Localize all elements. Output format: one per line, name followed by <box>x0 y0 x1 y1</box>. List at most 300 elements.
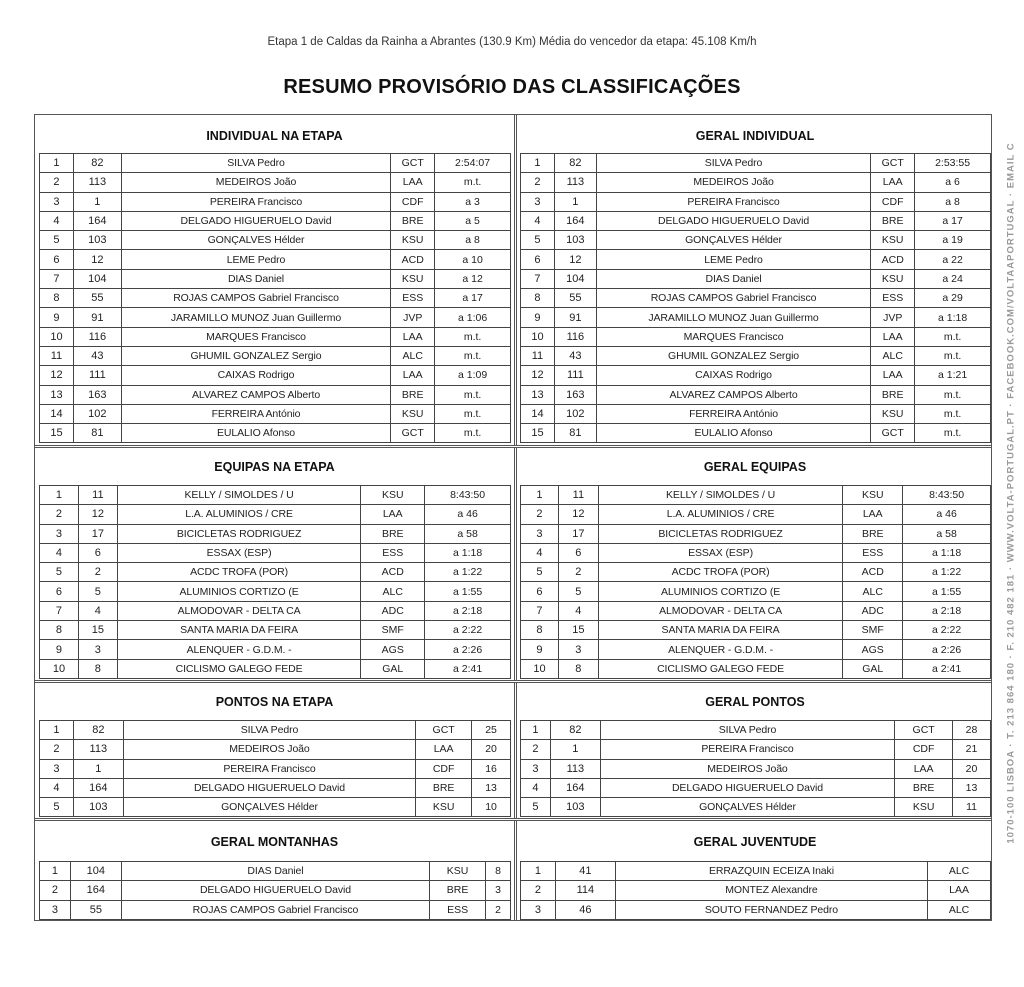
table-row <box>521 346 991 365</box>
rider-name-cell: CICLISMO GALEGO FEDE <box>117 659 361 678</box>
bib-number-cell: 1 <box>554 192 596 211</box>
position-cell: 4 <box>521 778 551 797</box>
rider-name-cell: ALMODOVAR - DELTA CA <box>117 601 361 620</box>
table-row <box>40 640 511 659</box>
table-row <box>521 505 991 524</box>
rider-name-cell: DELGADO HIGUERUELO David <box>121 881 429 900</box>
table-row <box>40 524 511 543</box>
result-cell: a 8 <box>435 231 511 250</box>
position-cell: 3 <box>40 900 71 919</box>
team-code-cell: BRE <box>871 385 915 404</box>
table-row <box>40 505 511 524</box>
bib-number-cell: 164 <box>70 881 121 900</box>
result-cell: a 1:18 <box>915 308 991 327</box>
table-row <box>40 543 511 562</box>
team-code-cell: LAA <box>391 327 435 346</box>
position-cell: 2 <box>521 881 556 900</box>
rider-name-cell: ROJAS CAMPOS Gabriel Francisco <box>596 289 870 308</box>
bib-number-cell: 111 <box>554 366 596 385</box>
team-code-cell: CDF <box>391 192 435 211</box>
position-cell: 8 <box>40 621 79 640</box>
table-row <box>521 211 991 230</box>
table-row <box>521 231 991 250</box>
team-code-cell: ESS <box>391 289 435 308</box>
position-cell: 3 <box>40 524 79 543</box>
position-cell: 6 <box>40 250 74 269</box>
table-row <box>40 778 511 797</box>
rider-name-cell: JARAMILLO MUNOZ Juan Guillermo <box>121 308 390 327</box>
stage-info: Etapa 1 de Caldas da Rainha a Abrantes (130.9 Km) Média do vencedor da etapa: 45.108 Km/h <box>267 36 757 48</box>
team-code-cell: KSU <box>361 486 425 505</box>
position-cell: 4 <box>40 543 79 562</box>
rider-name-cell: ALUMINIOS CORTIZO (E <box>117 582 361 601</box>
position-cell: 6 <box>521 250 555 269</box>
rider-name-cell: SANTA MARIA DA FEIRA <box>117 621 361 640</box>
bib-number-cell: 82 <box>550 721 600 740</box>
team-code-cell: SMF <box>361 621 425 640</box>
result-cell: a 2:26 <box>903 640 991 659</box>
rider-name-cell: ALUMINIOS CORTIZO (E <box>598 582 843 601</box>
classifications-frame <box>34 114 992 921</box>
result-cell: a 1:18 <box>903 543 991 562</box>
position-cell: 5 <box>521 231 555 250</box>
result-cell: m.t. <box>435 404 511 423</box>
bib-number-cell: 113 <box>73 740 123 759</box>
section-title: GERAL MONTANHAS <box>210 835 339 849</box>
position-cell: 11 <box>40 346 74 365</box>
bib-number-cell: 6 <box>78 543 117 562</box>
team-code-cell: GCT <box>391 154 435 173</box>
team-code-cell: LAA <box>928 881 991 900</box>
position-cell: 14 <box>521 404 555 423</box>
position-cell: 5 <box>521 563 559 582</box>
rider-name-cell: SILVA Pedro <box>123 721 415 740</box>
section-title: GERAL EQUIPAS <box>703 460 807 474</box>
team-code-cell: ALC <box>928 900 991 919</box>
rider-name-cell: BICICLETAS RODRIGUEZ <box>117 524 361 543</box>
team-code-cell: ALC <box>843 582 903 601</box>
table-row <box>40 740 511 759</box>
table-row <box>40 900 511 919</box>
section-geral-montanhas <box>35 821 514 921</box>
result-cell: a 1:06 <box>435 308 511 327</box>
bib-number-cell: 2 <box>558 563 598 582</box>
team-code-cell: CDF <box>416 759 472 778</box>
table-row <box>521 173 991 192</box>
table-row <box>521 424 991 443</box>
position-cell: 9 <box>521 640 559 659</box>
team-code-cell: ADC <box>843 601 903 620</box>
rider-name-cell: ERRAZQUIN ECEIZA Inaki <box>615 862 927 881</box>
team-code-cell: BRE <box>361 524 425 543</box>
bib-number-cell: 1 <box>73 192 121 211</box>
result-cell: a 46 <box>903 505 991 524</box>
bib-number-cell: 12 <box>554 250 596 269</box>
position-cell: 13 <box>521 385 555 404</box>
result-cell: a 1:55 <box>425 582 511 601</box>
team-code-cell: CDF <box>895 740 953 759</box>
table-row <box>521 192 991 211</box>
result-cell: a 1:22 <box>903 563 991 582</box>
table-row <box>40 289 511 308</box>
team-code-cell: LAA <box>391 366 435 385</box>
team-code-cell: LAA <box>843 505 903 524</box>
rider-name-cell: ALENQUER - G.D.M. - <box>598 640 843 659</box>
team-code-cell: ALC <box>361 582 425 601</box>
section-title: EQUIPAS NA ETAPA <box>214 460 335 474</box>
table-row <box>40 250 511 269</box>
result-cell: m.t. <box>915 346 991 365</box>
bib-number-cell: 103 <box>73 231 121 250</box>
team-code-cell: KSU <box>391 269 435 288</box>
table-row <box>521 881 991 900</box>
result-cell: m.t. <box>435 327 511 346</box>
rider-name-cell: DELGADO HIGUERUELO David <box>123 778 415 797</box>
rider-name-cell: GONÇALVES Hélder <box>123 798 415 817</box>
position-cell: 5 <box>40 563 79 582</box>
rider-name-cell: CAIXAS Rodrigo <box>596 366 870 385</box>
team-code-cell: GAL <box>843 659 903 678</box>
bib-number-cell: 1 <box>550 740 600 759</box>
result-cell: 13 <box>953 778 991 797</box>
position-cell: 6 <box>521 582 559 601</box>
team-code-cell: KSU <box>895 798 953 817</box>
result-cell: a 46 <box>425 505 511 524</box>
bib-number-cell: 82 <box>73 154 121 173</box>
team-code-cell: KSU <box>843 486 903 505</box>
result-cell: m.t. <box>915 385 991 404</box>
bib-number-cell: 103 <box>554 231 596 250</box>
position-cell: 2 <box>521 505 559 524</box>
position-cell: 3 <box>40 759 74 778</box>
pontos-etapa-table <box>39 720 511 817</box>
rider-name-cell: CICLISMO GALEGO FEDE <box>598 659 843 678</box>
table-row <box>521 543 991 562</box>
table-row <box>40 721 511 740</box>
section-geral-individual <box>517 115 993 445</box>
rider-name-cell: DIAS Daniel <box>121 862 429 881</box>
position-cell: 2 <box>40 740 74 759</box>
team-code-cell: GCT <box>391 424 435 443</box>
bib-number-cell: 15 <box>558 621 598 640</box>
bib-number-cell: 17 <box>558 524 598 543</box>
bib-number-cell: 1 <box>73 759 123 778</box>
team-code-cell: LAA <box>871 327 915 346</box>
bib-number-cell: 3 <box>78 640 117 659</box>
table-row <box>40 327 511 346</box>
position-cell: 2 <box>40 505 79 524</box>
bib-number-cell: 55 <box>70 900 121 919</box>
team-code-cell: LAA <box>416 740 472 759</box>
bib-number-cell: 111 <box>73 366 121 385</box>
bib-number-cell: 11 <box>78 486 117 505</box>
table-row <box>521 154 991 173</box>
position-cell: 2 <box>40 173 74 192</box>
result-cell: 2:54:07 <box>435 154 511 173</box>
result-cell: a 2:18 <box>425 601 511 620</box>
position-cell: 10 <box>40 659 79 678</box>
rider-name-cell: DELGADO HIGUERUELO David <box>121 211 390 230</box>
table-row <box>40 211 511 230</box>
rider-name-cell: MONTEZ Alexandre <box>615 881 927 900</box>
result-cell: 11 <box>953 798 991 817</box>
bib-number-cell: 82 <box>73 721 123 740</box>
table-row <box>40 621 511 640</box>
position-cell: 7 <box>40 601 79 620</box>
result-cell: a 22 <box>915 250 991 269</box>
result-cell: a 1:21 <box>915 366 991 385</box>
result-cell: a 5 <box>435 211 511 230</box>
position-cell: 6 <box>40 582 79 601</box>
rider-name-cell: ALVAREZ CAMPOS Alberto <box>596 385 870 404</box>
result-cell: m.t. <box>915 404 991 423</box>
rider-name-cell: L.A. ALUMINIOS / CRE <box>598 505 843 524</box>
result-cell: a 2:41 <box>425 659 511 678</box>
position-cell: 5 <box>40 231 74 250</box>
table-row <box>521 289 991 308</box>
rider-name-cell: SILVA Pedro <box>596 154 870 173</box>
bib-number-cell: 12 <box>78 505 117 524</box>
table-row <box>40 486 511 505</box>
bib-number-cell: 81 <box>73 424 121 443</box>
result-cell: a 58 <box>425 524 511 543</box>
bib-number-cell: 8 <box>78 659 117 678</box>
position-cell: 1 <box>521 862 556 881</box>
team-code-cell: LAA <box>871 173 915 192</box>
rider-name-cell: L.A. ALUMINIOS / CRE <box>117 505 361 524</box>
position-cell: 12 <box>521 366 555 385</box>
table-row <box>40 269 511 288</box>
rider-name-cell: EULALIO Afonso <box>596 424 870 443</box>
rider-name-cell: ROJAS CAMPOS Gabriel Francisco <box>121 289 390 308</box>
result-cell: m.t. <box>435 173 511 192</box>
team-code-cell: BRE <box>430 881 486 900</box>
bib-number-cell: 91 <box>73 308 121 327</box>
individual-etapa-table <box>39 153 511 443</box>
position-cell: 3 <box>521 900 556 919</box>
section-equipas-etapa <box>35 448 514 680</box>
result-cell: a 2:22 <box>903 621 991 640</box>
rider-name-cell: ALMODOVAR - DELTA CA <box>598 601 843 620</box>
bib-number-cell: 114 <box>555 881 615 900</box>
table-row <box>40 659 511 678</box>
team-code-cell: ESS <box>430 900 486 919</box>
bib-number-cell: 82 <box>554 154 596 173</box>
rider-name-cell: KELLY / SIMOLDES / U <box>598 486 843 505</box>
position-cell: 8 <box>521 621 559 640</box>
table-row <box>521 486 991 505</box>
table-row <box>521 640 991 659</box>
side-contact-text: 1070-100 LISBOA · T. 213 864 180 · F. 210 482 181 · WWW.VOLTA-PORTUGAL.PT · FACEBOOK.COM/VOLTAAPORTUGAL · EMAIL C <box>1005 142 1017 844</box>
position-cell: 15 <box>521 424 555 443</box>
page-title: RESUMO PROVISÓRIO DAS CLASSIFICAÇÕES <box>283 76 741 98</box>
team-code-cell: BRE <box>871 211 915 230</box>
result-cell: a 10 <box>435 250 511 269</box>
team-code-cell: JVP <box>391 308 435 327</box>
rider-name-cell: CAIXAS Rodrigo <box>121 366 390 385</box>
bib-number-cell: 5 <box>78 582 117 601</box>
position-cell: 4 <box>521 543 559 562</box>
section-geral-juventude <box>517 821 993 921</box>
rider-name-cell: LEME Pedro <box>596 250 870 269</box>
position-cell: 4 <box>40 211 74 230</box>
rider-name-cell: ESSAX (ESP) <box>598 543 843 562</box>
rider-name-cell: SOUTO FERNANDEZ Pedro <box>615 900 927 919</box>
bib-number-cell: 164 <box>550 778 600 797</box>
team-code-cell: GCT <box>871 424 915 443</box>
position-cell: 11 <box>521 346 555 365</box>
table-row <box>521 404 991 423</box>
table-row <box>521 659 991 678</box>
result-cell: m.t. <box>435 346 511 365</box>
table-row <box>40 601 511 620</box>
position-cell: 1 <box>40 721 74 740</box>
bib-number-cell: 163 <box>554 385 596 404</box>
table-row <box>521 798 991 817</box>
table-row <box>521 308 991 327</box>
result-cell: a 8 <box>915 192 991 211</box>
rider-name-cell: MEDEIROS João <box>121 173 390 192</box>
result-cell: m.t. <box>915 424 991 443</box>
position-cell: 4 <box>40 778 74 797</box>
equipas-etapa-table <box>39 485 511 679</box>
geral-equipas-table <box>520 485 991 679</box>
table-row <box>40 192 511 211</box>
team-code-cell: LAA <box>361 505 425 524</box>
bib-number-cell: 5 <box>558 582 598 601</box>
team-code-cell: ACD <box>843 563 903 582</box>
bib-number-cell: 163 <box>73 385 121 404</box>
bib-number-cell: 102 <box>554 404 596 423</box>
bib-number-cell: 12 <box>73 250 121 269</box>
rider-name-cell: FERREIRA António <box>596 404 870 423</box>
table-row <box>521 862 991 881</box>
result-cell: 8:43:50 <box>425 486 511 505</box>
team-code-cell: BRE <box>391 385 435 404</box>
rider-name-cell: MARQUES Francisco <box>596 327 870 346</box>
position-cell: 13 <box>40 385 74 404</box>
result-cell: 16 <box>472 759 511 778</box>
result-cell: m.t. <box>435 424 511 443</box>
position-cell: 3 <box>40 192 74 211</box>
rider-name-cell: ESSAX (ESP) <box>117 543 361 562</box>
result-cell: a 3 <box>435 192 511 211</box>
result-cell: a 2:18 <box>903 601 991 620</box>
position-cell: 12 <box>40 366 74 385</box>
rider-name-cell: LEME Pedro <box>121 250 390 269</box>
result-cell: 8 <box>486 862 511 881</box>
bib-number-cell: 41 <box>555 862 615 881</box>
result-cell: a 6 <box>915 173 991 192</box>
rider-name-cell: ACDC TROFA (POR) <box>598 563 843 582</box>
position-cell: 3 <box>521 759 551 778</box>
result-cell: 28 <box>953 721 991 740</box>
table-row <box>521 721 991 740</box>
bib-number-cell: 113 <box>554 173 596 192</box>
position-cell: 9 <box>40 640 79 659</box>
result-cell: a 17 <box>435 289 511 308</box>
team-code-cell: KSU <box>871 269 915 288</box>
team-code-cell: AGS <box>361 640 425 659</box>
team-code-cell: KSU <box>391 404 435 423</box>
position-cell: 7 <box>40 269 74 288</box>
bib-number-cell: 43 <box>554 346 596 365</box>
table-row <box>40 563 511 582</box>
team-code-cell: BRE <box>416 778 472 797</box>
rider-name-cell: GHUMIL GONZALEZ Sergio <box>121 346 390 365</box>
team-code-cell: KSU <box>391 231 435 250</box>
result-cell: 10 <box>472 798 511 817</box>
bib-number-cell: 116 <box>73 327 121 346</box>
position-cell: 2 <box>521 173 555 192</box>
table-row <box>40 385 511 404</box>
bib-number-cell: 91 <box>554 308 596 327</box>
team-code-cell: GAL <box>361 659 425 678</box>
table-row <box>521 385 991 404</box>
table-row <box>521 563 991 582</box>
rider-name-cell: ALENQUER - G.D.M. - <box>117 640 361 659</box>
result-cell: a 1:55 <box>903 582 991 601</box>
bib-number-cell: 104 <box>70 862 121 881</box>
table-row <box>40 366 511 385</box>
rider-name-cell: EULALIO Afonso <box>121 424 390 443</box>
bib-number-cell: 4 <box>558 601 598 620</box>
position-cell: 3 <box>521 524 559 543</box>
position-cell: 2 <box>521 740 551 759</box>
rider-name-cell: MEDEIROS João <box>596 173 870 192</box>
team-code-cell: LAA <box>391 173 435 192</box>
bib-number-cell: 11 <box>558 486 598 505</box>
bib-number-cell: 164 <box>554 211 596 230</box>
position-cell: 1 <box>40 486 79 505</box>
table-row <box>40 231 511 250</box>
result-cell: 25 <box>472 721 511 740</box>
position-cell: 1 <box>521 154 555 173</box>
table-row <box>40 346 511 365</box>
team-code-cell: SMF <box>843 621 903 640</box>
team-code-cell: ALC <box>928 862 991 881</box>
bib-number-cell: 8 <box>558 659 598 678</box>
rider-name-cell: ROJAS CAMPOS Gabriel Francisco <box>121 900 429 919</box>
result-cell: 21 <box>953 740 991 759</box>
result-cell: 20 <box>472 740 511 759</box>
bib-number-cell: 43 <box>73 346 121 365</box>
team-code-cell: KSU <box>416 798 472 817</box>
result-cell: m.t. <box>435 385 511 404</box>
position-cell: 14 <box>40 404 74 423</box>
bib-number-cell: 103 <box>73 798 123 817</box>
result-cell: a 24 <box>915 269 991 288</box>
rider-name-cell: MEDEIROS João <box>600 759 894 778</box>
section-geral-equipas <box>517 448 993 680</box>
section-geral-pontos <box>517 683 993 818</box>
section-title: GERAL JUVENTUDE <box>693 835 817 849</box>
bib-number-cell: 17 <box>78 524 117 543</box>
bib-number-cell: 15 <box>78 621 117 640</box>
result-cell: a 58 <box>903 524 991 543</box>
result-cell: a 1:18 <box>425 543 511 562</box>
position-cell: 8 <box>521 289 555 308</box>
team-code-cell: GCT <box>871 154 915 173</box>
bib-number-cell: 46 <box>555 900 615 919</box>
table-row <box>521 601 991 620</box>
table-row <box>521 269 991 288</box>
table-row <box>40 759 511 778</box>
rider-name-cell: SILVA Pedro <box>121 154 390 173</box>
result-cell: a 1:09 <box>435 366 511 385</box>
team-code-cell: ADC <box>361 601 425 620</box>
bib-number-cell: 164 <box>73 778 123 797</box>
